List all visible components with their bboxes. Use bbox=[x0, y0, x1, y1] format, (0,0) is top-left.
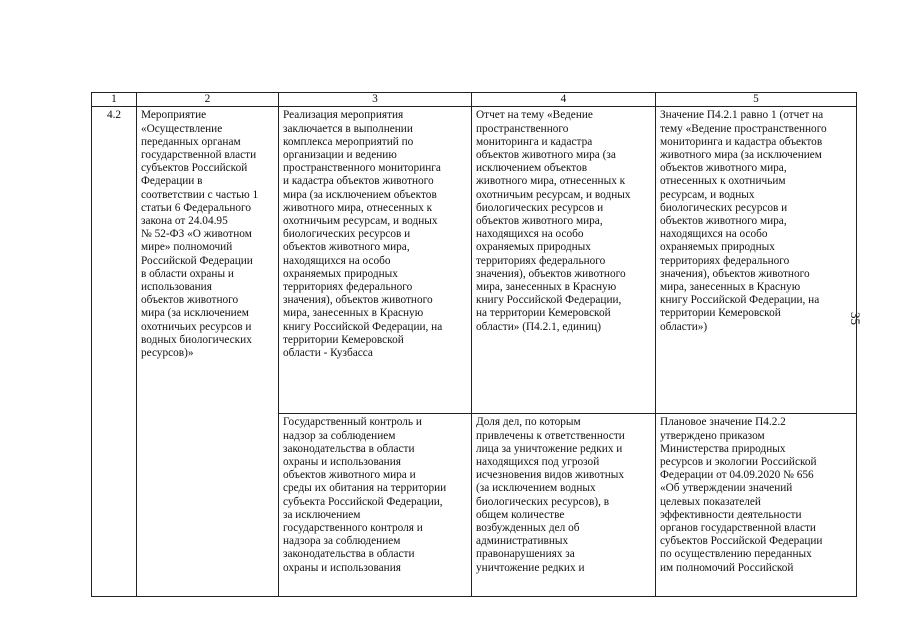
indicator-value-text: Значение П4.2.1 равно 1 (отчет на тему «Ведение пространственного мониторинга и кадастра объектов животного мира (за исключением объектов животного мира, отнесенных к охотничьим ресурсам, и водных биологических ресурсов и объектов животного мира, находящихся на особо охраняемых природных территориях федерального значения), объектов животного мира, занесенных в Красную книгу Российской Федерации, на территории Кемеровской области») bbox=[660, 109, 827, 333]
column-header-4: 4 bbox=[472, 93, 656, 107]
indicator-value-text: Плановое значение П4.2.2 утверждено приказом Министерства природных ресурсов и экологии Российской Федерации от 04.09.2020 № 656 «Об утверждении значений целевых показателей эффективности деятельности органов государственной власти субъектов Российской Федерации по осуществлению переданных им полномочий Российской bbox=[660, 416, 823, 574]
indicator-value-cell bbox=[656, 414, 857, 597]
program-table bbox=[91, 92, 857, 597]
page-number: 35 bbox=[848, 312, 863, 325]
row-number: 4.2 bbox=[92, 107, 137, 597]
implementation-cell bbox=[279, 107, 472, 414]
implementation-text: Государственный контроль и надзор за соблюдением законодательства в области охраны и использования объектов животного мира и среды их обитания на территории субъекта Российской Федерации, за исключением государственного контроля и надзора за соблюдением законодательства в области охраны и использования bbox=[283, 416, 447, 574]
column-header-1: 1 bbox=[92, 93, 137, 107]
indicator-text: Отчет на тему «Ведение пространственного мониторинга и кадастра объектов животного мира (за исключением объектов животного мира, отнесенных к охотничьим ресурсам, и водных биологических ресурсов и объектов животного мира, находящихся на особо охраняемых природных территориях федерального значения), объектов животного мира, занесенных в Красную книгу Российской Федерации, на территории Кемеровской области» (П4.2.1, единиц) bbox=[476, 109, 631, 333]
table-header-row bbox=[92, 93, 857, 107]
indicator-value-cell bbox=[656, 107, 857, 414]
event-name-text: Мероприятие «Осуществление переданных органам государственной власти субъектов Российской Федерации в соответствии с частью 1 статьи 6 Федерального закона от 24.04.95 № 52-ФЗ «О животном мире» полномочий Российской Федерации в области охраны и использования объектов животного мира (за исключением охотничьих ресурсов и водных биологических ресурсов)» bbox=[141, 109, 259, 359]
implementation-cell bbox=[279, 414, 472, 597]
implementation-text: Реализация мероприятия заключается в выполнении комплекса мероприятий по организации и ведению пространственного мониторинга и кадастра объектов животного мира (за исключением объектов животного мира, отнесенных к охотничьим ресурсам, и водных биологических ресурсов и объектов животного мира, находящихся на особо охраняемых природных территориях федерального значения), объектов животного мира, занесенных в Красную книгу Российской Федерации, на территории Кемеровской области - Кузбасса bbox=[283, 109, 443, 359]
column-header-2: 2 bbox=[137, 93, 279, 107]
indicator-cell bbox=[472, 414, 656, 597]
indicator-text: Доля дел, по которым привлечены к ответственности лица за уничтожение редких и находящихся под угрозой исчезновения видов животных (за исключением водных биологических ресурсов), в общем количестве возбужденных дел об административных правонарушениях за уничтожение редких и bbox=[476, 416, 625, 574]
column-header-3: 3 bbox=[279, 93, 472, 107]
event-name-cell bbox=[137, 107, 279, 597]
column-header-5: 5 bbox=[656, 93, 857, 107]
table-row bbox=[92, 107, 857, 414]
indicator-cell bbox=[472, 107, 656, 414]
